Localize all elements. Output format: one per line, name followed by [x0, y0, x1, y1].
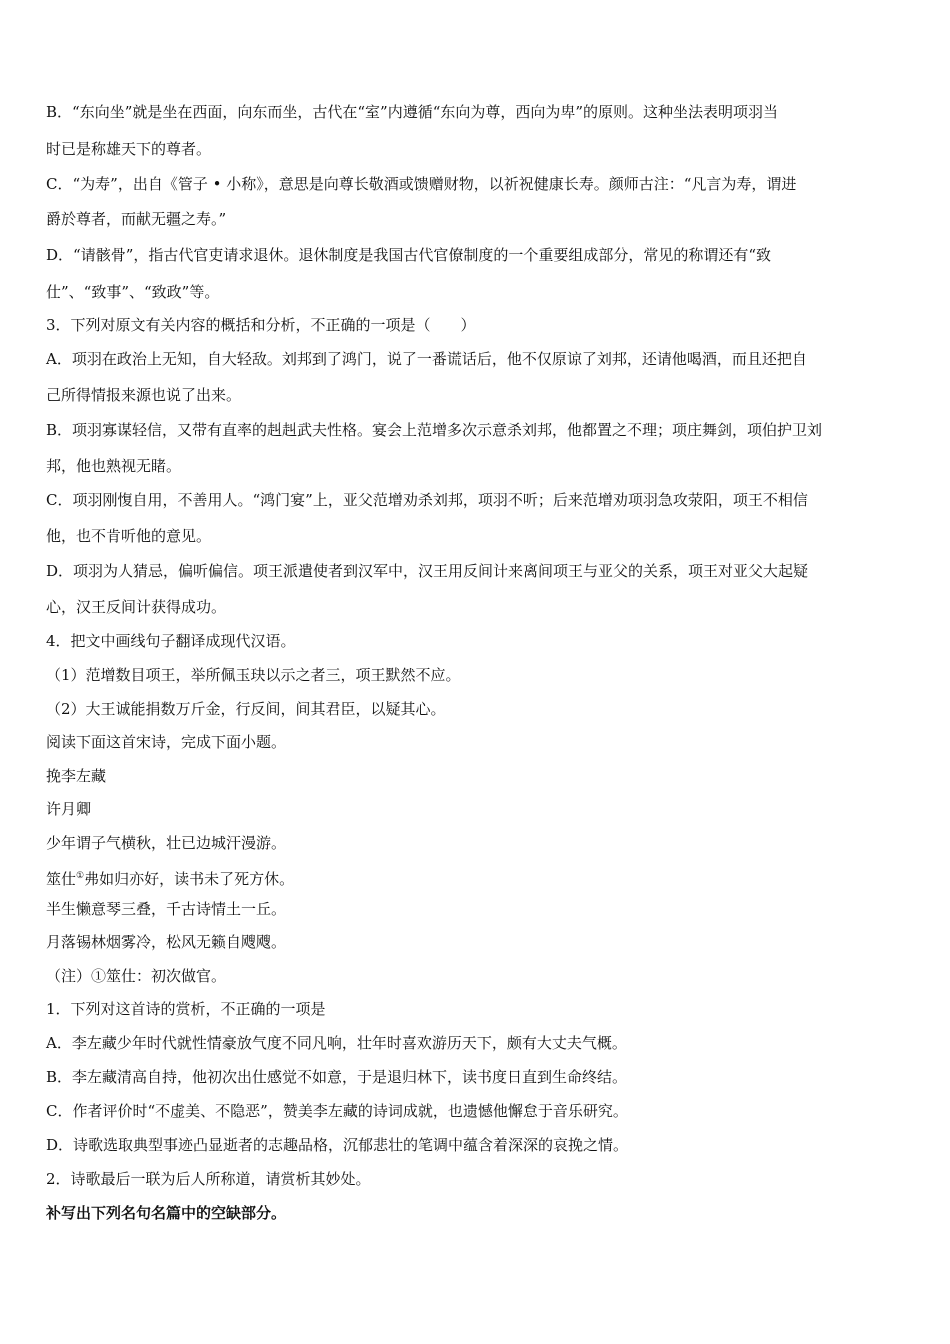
poem-q1-option-d: D．诗歌选取典型事迹凸显逝者的志趣品格，沉郁悲壮的笔调中蕴含着深深的哀挽之情。 [46, 1136, 629, 1154]
q3-option-b-line-2: 邦，他也熟视无睹。 [46, 457, 182, 475]
option-c-line-1: C．“为寿”，出自《管子 • 小称》，意思是向尊长敬酒或馈赠财物，以祈祝健康长寿。颜师古注：“凡言为寿，谓进 [46, 175, 797, 193]
poem-q1-option-b: B．李左藏清高自持，他初次出仕感觉不如意，于是退归林下，读书度日直到生命终结。 [46, 1068, 628, 1086]
poem-reading-instruction: 阅读下面这首宋诗，完成下面小题。 [46, 733, 287, 751]
poem-line-2-end: 弗如归亦好，读书未了死方休。 [84, 870, 295, 888]
q3-option-c-line-2: 他，也不肯听他的意见。 [46, 527, 212, 545]
q4-sentence-1: （1）范增数目项王，举所佩玉玦以示之者三，项王默然不应。 [46, 666, 461, 684]
poem-question-2-stem: 2．诗歌最后一联为后人所称道，请赏析其妙处。 [46, 1170, 371, 1188]
poem-q1-option-a: A．李左藏少年时代就性情豪放气度不同凡响，壮年时喜欢游历天下，颇有大丈夫气概。 [46, 1034, 627, 1052]
poem-author: 许月卿 [46, 800, 92, 818]
poem-line-1: 少年谓子气横秋，壮已边城汗漫游。 [46, 834, 287, 852]
q4-sentence-2: （2）大王诚能捐数万斤金，行反间，间其君臣，以疑其心。 [46, 700, 446, 718]
question-4-stem: 4．把文中画线句子翻译成现代汉语。 [46, 632, 296, 650]
footnote-mark: ① [76, 871, 85, 881]
poem-q1-option-c: C．作者评价时“不虚美、不隐恶”，赞美李左藏的诗词成就，也遗憾他懈怠于音乐研究。 [46, 1102, 628, 1120]
poem-title: 挽李左藏 [46, 767, 107, 785]
option-d-line-2: 仕”、“致事”、“致政”等。 [46, 283, 220, 301]
option-b-line-2: 时已是称雄天下的尊者。 [46, 140, 212, 158]
q3-option-c-line-1: C．项羽刚愎自用，不善用人。“鸿门宴”上，亚父范增劝杀刘邦，项羽不听；后来范增劝项羽急攻荥阳，项王不相信 [46, 491, 808, 509]
poem-line-2-start: 筮仕 [46, 870, 77, 888]
poem-line-3: 半生懒意琴三叠，千古诗情土一丘。 [46, 900, 287, 918]
q3-option-d-line-2: 心，汉王反间计获得成功。 [46, 598, 227, 616]
option-d-line-1: D．“请骸骨”，指古代官吏请求退休。退休制度是我国古代官僚制度的一个重要组成部分，常见的称谓还有“致 [46, 246, 772, 264]
poem-line-2 [46, 866, 910, 889]
question-3-stem: 3．下列对原文有关内容的概括和分析，不正确的一项是（ ） [46, 316, 476, 334]
option-b-line-1: B．“东向坐”就是坐在西面，向东而坐，古代在“室”内遵循“东向为尊，西向为卑”的原则。这种坐法表明项羽当 [46, 103, 779, 121]
poem-question-1-stem: 1．下列对这首诗的赏析，不正确的一项是 [46, 1000, 326, 1018]
q3-option-d-line-1: D．项羽为人猜忌，偏听偏信。项王派遣使者到汉军中，汉王用反间计来离间项王与亚父的关系，项王对亚父大起疑 [46, 562, 809, 580]
q3-option-a-line-2: 己所得情报来源也说了出来。 [46, 386, 242, 404]
poem-line-4: 月落锡林烟雾冷，松风无籁自飕飕。 [46, 933, 287, 951]
q3-option-a-line-1: A．项羽在政治上无知，自大轻敌。刘邦到了鸿门，说了一番谎话后，他不仅原谅了刘邦，还请他喝酒，而且还把自 [46, 350, 807, 368]
option-c-line-2: 爵於尊者，而献无疆之寿。” [46, 210, 227, 228]
q3-option-b-line-1: B．项羽寡谋轻信，又带有直率的赳赳武夫性格。宴会上范增多次示意杀刘邦，他都置之不理；项庄舞剑，项伯护卫刘 [46, 421, 823, 439]
section-heading: 补写出下列名句名篇中的空缺部分。 [46, 1204, 287, 1222]
poem-footnote: （注）①筮仕：初次做官。 [46, 967, 227, 985]
